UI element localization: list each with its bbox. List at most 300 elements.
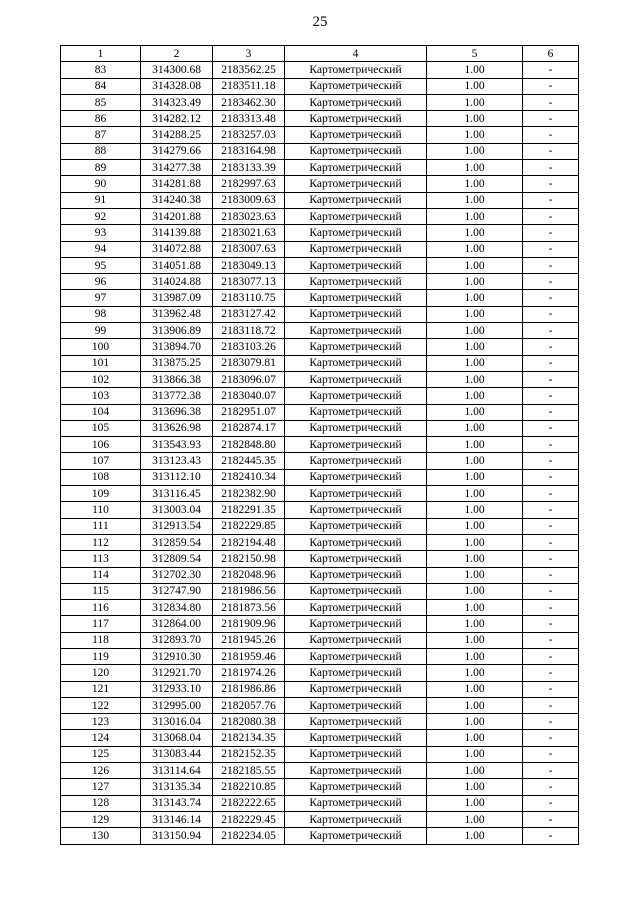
table-row [61,746,579,762]
column-header-1: 1 [61,46,141,62]
table-row [61,371,579,387]
method-cell: Картометрический [285,241,427,257]
y-coordinate-cell: 2181986.86 [213,681,285,697]
method-cell: Картометрический [285,469,427,485]
description-cell: - [523,241,579,257]
y-coordinate-cell: 2181909.96 [213,616,285,632]
point-number-cell: 109 [61,486,141,502]
accuracy-cell: 1.00 [427,225,523,241]
method-cell: Картометрический [285,143,427,159]
accuracy-cell: 1.00 [427,828,523,844]
method-cell: Картометрический [285,127,427,143]
accuracy-cell: 1.00 [427,567,523,583]
description-cell: - [523,828,579,844]
coordinates-table [60,45,579,845]
table-row [61,648,579,664]
table-row [61,160,579,176]
column-header-4: 4 [285,46,427,62]
column-header-2: 2 [141,46,213,62]
accuracy-cell: 1.00 [427,469,523,485]
point-number-cell: 99 [61,323,141,339]
x-coordinate-cell: 314282.12 [141,111,213,127]
accuracy-cell: 1.00 [427,779,523,795]
description-cell: - [523,274,579,290]
description-cell: - [523,62,579,78]
description-cell: - [523,600,579,616]
y-coordinate-cell: 2181974.26 [213,665,285,681]
point-number-cell: 115 [61,583,141,599]
y-coordinate-cell: 2183077.13 [213,274,285,290]
accuracy-cell: 1.00 [427,241,523,257]
accuracy-cell: 1.00 [427,697,523,713]
x-coordinate-cell: 312893.70 [141,632,213,648]
table-row [61,306,579,322]
x-coordinate-cell: 314240.38 [141,192,213,208]
accuracy-cell: 1.00 [427,290,523,306]
point-number-cell: 104 [61,404,141,420]
y-coordinate-cell: 2183103.26 [213,339,285,355]
method-cell: Картометрический [285,551,427,567]
y-coordinate-cell: 2183133.39 [213,160,285,176]
y-coordinate-cell: 2182080.38 [213,714,285,730]
y-coordinate-cell: 2183021.63 [213,225,285,241]
method-cell: Картометрический [285,257,427,273]
table-row [61,78,579,94]
description-cell: - [523,388,579,404]
y-coordinate-cell: 2183562.25 [213,62,285,78]
y-coordinate-cell: 2182234.05 [213,828,285,844]
y-coordinate-cell: 2182210.85 [213,779,285,795]
accuracy-cell: 1.00 [427,420,523,436]
x-coordinate-cell: 312859.54 [141,534,213,550]
y-coordinate-cell: 2183023.63 [213,208,285,224]
description-cell: - [523,632,579,648]
table-row [61,795,579,811]
point-number-cell: 94 [61,241,141,257]
method-cell: Картометрический [285,779,427,795]
x-coordinate-cell: 312921.70 [141,665,213,681]
y-coordinate-cell: 2183511.18 [213,78,285,94]
y-coordinate-cell: 2183462.30 [213,94,285,110]
x-coordinate-cell: 313083.44 [141,746,213,762]
y-coordinate-cell: 2183009.63 [213,192,285,208]
y-coordinate-cell: 2182185.55 [213,763,285,779]
point-number-cell: 128 [61,795,141,811]
x-coordinate-cell: 314300.68 [141,62,213,78]
point-number-cell: 113 [61,551,141,567]
table-row [61,404,579,420]
description-cell: - [523,290,579,306]
table-row [61,225,579,241]
table-row [61,632,579,648]
accuracy-cell: 1.00 [427,94,523,110]
x-coordinate-cell: 313866.38 [141,371,213,387]
x-coordinate-cell: 313143.74 [141,795,213,811]
method-cell: Картометрический [285,811,427,827]
x-coordinate-cell: 312864.00 [141,616,213,632]
accuracy-cell: 1.00 [427,437,523,453]
method-cell: Картометрический [285,486,427,502]
point-number-cell: 105 [61,420,141,436]
point-number-cell: 84 [61,78,141,94]
method-cell: Картометрический [285,274,427,290]
y-coordinate-cell: 2182057.76 [213,697,285,713]
y-coordinate-cell: 2181986.56 [213,583,285,599]
y-coordinate-cell: 2183127.42 [213,306,285,322]
point-number-cell: 108 [61,469,141,485]
x-coordinate-cell: 313116.45 [141,486,213,502]
table-row [61,697,579,713]
description-cell: - [523,420,579,436]
description-cell: - [523,486,579,502]
description-cell: - [523,371,579,387]
accuracy-cell: 1.00 [427,143,523,159]
point-number-cell: 88 [61,143,141,159]
point-number-cell: 123 [61,714,141,730]
y-coordinate-cell: 2182848.80 [213,437,285,453]
description-cell: - [523,339,579,355]
table-row [61,665,579,681]
table-row [61,763,579,779]
method-cell: Картометрический [285,502,427,518]
accuracy-cell: 1.00 [427,274,523,290]
method-cell: Картометрический [285,763,427,779]
y-coordinate-cell: 2182229.85 [213,518,285,534]
table-row [61,290,579,306]
y-coordinate-cell: 2183040.07 [213,388,285,404]
x-coordinate-cell: 313068.04 [141,730,213,746]
x-coordinate-cell: 313894.70 [141,339,213,355]
x-coordinate-cell: 313987.09 [141,290,213,306]
description-cell: - [523,453,579,469]
description-cell: - [523,681,579,697]
description-cell: - [523,78,579,94]
table-row [61,62,579,78]
description-cell: - [523,176,579,192]
accuracy-cell: 1.00 [427,795,523,811]
point-number-cell: 96 [61,274,141,290]
point-number-cell: 112 [61,534,141,550]
description-cell: - [523,811,579,827]
x-coordinate-cell: 313123.43 [141,453,213,469]
x-coordinate-cell: 314288.25 [141,127,213,143]
method-cell: Картометрический [285,78,427,94]
x-coordinate-cell: 312910.30 [141,648,213,664]
method-cell: Картометрический [285,730,427,746]
method-cell: Картометрический [285,355,427,371]
table-row [61,453,579,469]
y-coordinate-cell: 2183049.13 [213,257,285,273]
accuracy-cell: 1.00 [427,160,523,176]
y-coordinate-cell: 2183164.98 [213,143,285,159]
method-cell: Картометрический [285,697,427,713]
accuracy-cell: 1.00 [427,127,523,143]
accuracy-cell: 1.00 [427,632,523,648]
description-cell: - [523,225,579,241]
description-cell: - [523,518,579,534]
method-cell: Картометрический [285,746,427,762]
method-cell: Картометрический [285,681,427,697]
accuracy-cell: 1.00 [427,404,523,420]
point-number-cell: 102 [61,371,141,387]
description-cell: - [523,437,579,453]
description-cell: - [523,665,579,681]
method-cell: Картометрический [285,600,427,616]
method-cell: Картометрический [285,290,427,306]
accuracy-cell: 1.00 [427,371,523,387]
description-cell: - [523,730,579,746]
point-number-cell: 85 [61,94,141,110]
y-coordinate-cell: 2183257.03 [213,127,285,143]
table-row [61,551,579,567]
table-row [61,518,579,534]
accuracy-cell: 1.00 [427,208,523,224]
x-coordinate-cell: 314281.88 [141,176,213,192]
x-coordinate-cell: 314328.08 [141,78,213,94]
description-cell: - [523,502,579,518]
x-coordinate-cell: 313772.38 [141,388,213,404]
description-cell: - [523,779,579,795]
point-number-cell: 86 [61,111,141,127]
point-number-cell: 111 [61,518,141,534]
method-cell: Картометрический [285,176,427,192]
point-number-cell: 114 [61,567,141,583]
x-coordinate-cell: 314279.66 [141,143,213,159]
method-cell: Картометрический [285,306,427,322]
x-coordinate-cell: 314323.49 [141,94,213,110]
table-row [61,274,579,290]
y-coordinate-cell: 2183313.48 [213,111,285,127]
x-coordinate-cell: 312834.80 [141,600,213,616]
x-coordinate-cell: 314051.88 [141,257,213,273]
accuracy-cell: 1.00 [427,486,523,502]
method-cell: Картометрический [285,648,427,664]
method-cell: Картометрический [285,388,427,404]
x-coordinate-cell: 312809.54 [141,551,213,567]
x-coordinate-cell: 312913.54 [141,518,213,534]
x-coordinate-cell: 313875.25 [141,355,213,371]
accuracy-cell: 1.00 [427,714,523,730]
point-number-cell: 110 [61,502,141,518]
table-row [61,127,579,143]
accuracy-cell: 1.00 [427,192,523,208]
table-row [61,176,579,192]
table-row [61,143,579,159]
y-coordinate-cell: 2182194.48 [213,534,285,550]
x-coordinate-cell: 313962.48 [141,306,213,322]
x-coordinate-cell: 314139.88 [141,225,213,241]
description-cell: - [523,306,579,322]
x-coordinate-cell: 313696.38 [141,404,213,420]
accuracy-cell: 1.00 [427,339,523,355]
point-number-cell: 117 [61,616,141,632]
description-cell: - [523,648,579,664]
accuracy-cell: 1.00 [427,453,523,469]
method-cell: Картометрический [285,208,427,224]
point-number-cell: 121 [61,681,141,697]
accuracy-cell: 1.00 [427,502,523,518]
table-row [61,339,579,355]
table-row [61,192,579,208]
table-row [61,730,579,746]
point-number-cell: 122 [61,697,141,713]
table-row [61,681,579,697]
accuracy-cell: 1.00 [427,681,523,697]
y-coordinate-cell: 2182150.98 [213,551,285,567]
table-row [61,714,579,730]
table-row [61,241,579,257]
table-row [61,502,579,518]
x-coordinate-cell: 314072.88 [141,241,213,257]
point-number-cell: 130 [61,828,141,844]
description-cell: - [523,192,579,208]
table-row [61,600,579,616]
method-cell: Картометрический [285,62,427,78]
header-row [61,46,579,62]
method-cell: Картометрический [285,632,427,648]
accuracy-cell: 1.00 [427,534,523,550]
accuracy-cell: 1.00 [427,746,523,762]
point-number-cell: 120 [61,665,141,681]
point-number-cell: 126 [61,763,141,779]
description-cell: - [523,616,579,632]
y-coordinate-cell: 2182445.35 [213,453,285,469]
x-coordinate-cell: 313150.94 [141,828,213,844]
y-coordinate-cell: 2183118.72 [213,323,285,339]
accuracy-cell: 1.00 [427,176,523,192]
x-coordinate-cell: 313016.04 [141,714,213,730]
y-coordinate-cell: 2182291.35 [213,502,285,518]
x-coordinate-cell: 314277.38 [141,160,213,176]
description-cell: - [523,714,579,730]
description-cell: - [523,534,579,550]
point-number-cell: 89 [61,160,141,176]
method-cell: Картометрический [285,567,427,583]
point-number-cell: 127 [61,779,141,795]
accuracy-cell: 1.00 [427,78,523,94]
y-coordinate-cell: 2183079.81 [213,355,285,371]
point-number-cell: 124 [61,730,141,746]
x-coordinate-cell: 313112.10 [141,469,213,485]
accuracy-cell: 1.00 [427,763,523,779]
table-header [61,46,579,62]
point-number-cell: 90 [61,176,141,192]
point-number-cell: 92 [61,208,141,224]
method-cell: Картометрический [285,404,427,420]
accuracy-cell: 1.00 [427,323,523,339]
table-row [61,94,579,110]
table-row [61,257,579,273]
x-coordinate-cell: 312933.10 [141,681,213,697]
method-cell: Картометрический [285,795,427,811]
accuracy-cell: 1.00 [427,388,523,404]
point-number-cell: 93 [61,225,141,241]
table-row [61,469,579,485]
method-cell: Картометрический [285,616,427,632]
x-coordinate-cell: 313114.64 [141,763,213,779]
column-header-3: 3 [213,46,285,62]
description-cell: - [523,404,579,420]
table-row [61,583,579,599]
y-coordinate-cell: 2182410.34 [213,469,285,485]
description-cell: - [523,257,579,273]
point-number-cell: 95 [61,257,141,273]
description-cell: - [523,697,579,713]
x-coordinate-cell: 314201.88 [141,208,213,224]
y-coordinate-cell: 2181945.26 [213,632,285,648]
method-cell: Картометрический [285,534,427,550]
description-cell: - [523,583,579,599]
accuracy-cell: 1.00 [427,551,523,567]
table-row [61,208,579,224]
point-number-cell: 100 [61,339,141,355]
x-coordinate-cell: 313135.34 [141,779,213,795]
method-cell: Картометрический [285,453,427,469]
table-row [61,828,579,844]
y-coordinate-cell: 2182048.96 [213,567,285,583]
method-cell: Картометрический [285,339,427,355]
method-cell: Картометрический [285,437,427,453]
y-coordinate-cell: 2183096.07 [213,371,285,387]
description-cell: - [523,795,579,811]
description-cell: - [523,746,579,762]
column-header-6: 6 [523,46,579,62]
method-cell: Картометрический [285,714,427,730]
point-number-cell: 129 [61,811,141,827]
point-number-cell: 97 [61,290,141,306]
y-coordinate-cell: 2182229.45 [213,811,285,827]
x-coordinate-cell: 313906.89 [141,323,213,339]
page-number: 25 [312,14,328,30]
method-cell: Картометрический [285,371,427,387]
x-coordinate-cell: 312702.30 [141,567,213,583]
description-cell: - [523,763,579,779]
point-number-cell: 116 [61,600,141,616]
column-header-5: 5 [427,46,523,62]
table-row [61,437,579,453]
accuracy-cell: 1.00 [427,811,523,827]
point-number-cell: 125 [61,746,141,762]
description-cell: - [523,208,579,224]
accuracy-cell: 1.00 [427,306,523,322]
y-coordinate-cell: 2182382.90 [213,486,285,502]
method-cell: Картометрический [285,323,427,339]
method-cell: Картометрический [285,160,427,176]
accuracy-cell: 1.00 [427,257,523,273]
y-coordinate-cell: 2183110.75 [213,290,285,306]
method-cell: Картометрический [285,828,427,844]
point-number-cell: 83 [61,62,141,78]
x-coordinate-cell: 313146.14 [141,811,213,827]
accuracy-cell: 1.00 [427,616,523,632]
x-coordinate-cell: 312747.90 [141,583,213,599]
table-row [61,323,579,339]
accuracy-cell: 1.00 [427,665,523,681]
table-row [61,111,579,127]
accuracy-cell: 1.00 [427,730,523,746]
x-coordinate-cell: 312995.00 [141,697,213,713]
point-number-cell: 91 [61,192,141,208]
table-row [61,355,579,371]
description-cell: - [523,551,579,567]
description-cell: - [523,323,579,339]
point-number-cell: 107 [61,453,141,469]
method-cell: Картометрический [285,111,427,127]
method-cell: Картометрический [285,665,427,681]
table-row [61,388,579,404]
table-row [61,811,579,827]
accuracy-cell: 1.00 [427,111,523,127]
